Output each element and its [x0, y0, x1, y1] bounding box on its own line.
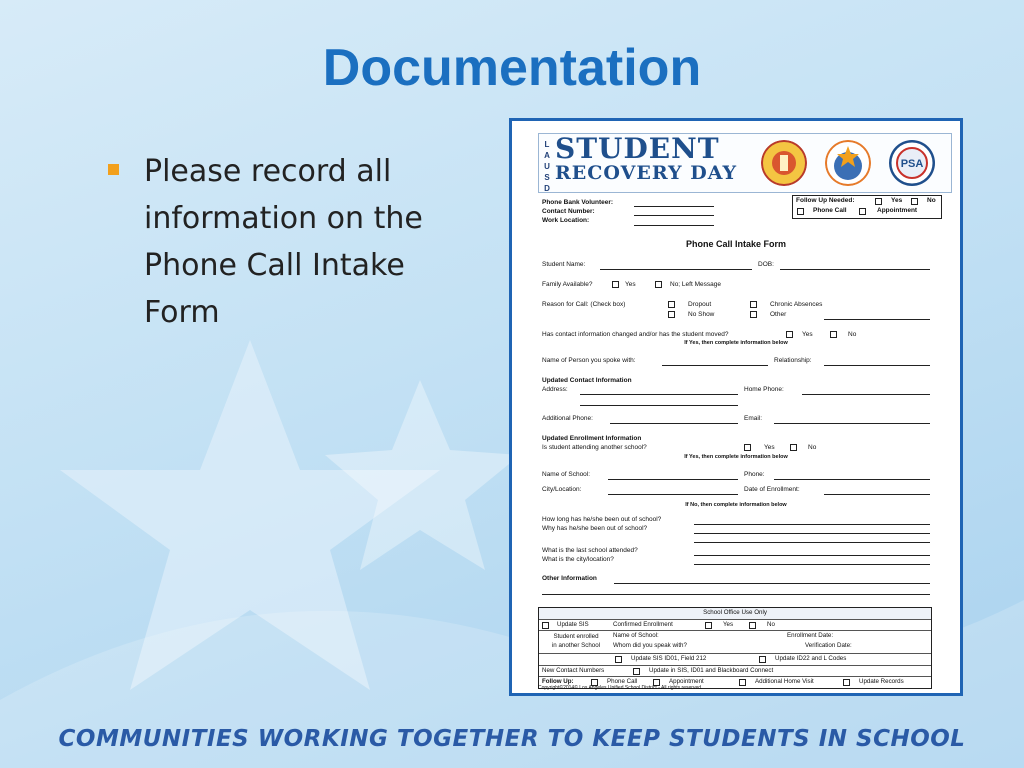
- attending-yes-label: Yes: [764, 444, 775, 451]
- contact-number-line: [634, 215, 714, 216]
- appointment-label: Appointment: [877, 207, 918, 214]
- home-phone-line: [802, 394, 930, 395]
- changed-yes-checkbox: [786, 331, 793, 338]
- dob-label: DOB:: [758, 261, 774, 268]
- office-row-2: [539, 631, 931, 654]
- attending-another-label: Is student attending another school?: [542, 444, 647, 451]
- date-enrollment-line: [824, 494, 930, 495]
- confirmed-no-label: No: [767, 620, 775, 628]
- person-spoke-label: Name of Person you spoke with:: [542, 357, 636, 364]
- no-show-checkbox: [668, 311, 675, 318]
- update-in-sis-label: Update in SIS, ID01 and Blackboard Connect: [649, 666, 774, 674]
- no-left-message-label: No; Left Message: [670, 281, 721, 288]
- update-sis-id01-label: Update SIS ID01, Field 212: [631, 655, 707, 662]
- school-office-table: [538, 607, 932, 689]
- bullet-list: [108, 148, 468, 336]
- office-row-4: [539, 666, 931, 678]
- follow-up-box: [792, 195, 942, 219]
- other-line: [824, 319, 930, 320]
- enrollment-date-label: Enrollment Date:: [787, 632, 834, 639]
- appointment-checkbox: [859, 208, 866, 215]
- how-long-label: How long has he/she been out of school?: [542, 516, 662, 523]
- student-name-label: Student Name:: [542, 261, 586, 268]
- phone-call-label: Phone Call: [813, 207, 847, 214]
- update-sis-id01-checkbox: [615, 656, 622, 663]
- person-spoke-line: [662, 365, 768, 366]
- logo-line1: STUDENT: [555, 132, 720, 165]
- confirmed-enrollment-label: Confirmed Enrollment: [613, 620, 673, 628]
- update-sis-checkbox: [542, 622, 549, 629]
- other-label: Other: [770, 311, 787, 318]
- family-yes-label: Yes: [625, 281, 636, 288]
- bullet-item: Please record all information on the Phone Call Intake Form: [144, 154, 423, 330]
- additional-phone-label: Additional Phone:: [542, 415, 593, 422]
- confirmed-yes-label: Yes: [723, 620, 734, 628]
- work-location-label: Work Location:: [542, 217, 590, 224]
- fu-appointment-label: Appointment: [669, 678, 704, 685]
- student-enrolled-label: [543, 632, 609, 650]
- chronic-label: Chronic Absences: [770, 301, 823, 308]
- confirmed-no-checkbox: [749, 622, 756, 629]
- bullet-square-icon: [108, 164, 119, 175]
- changed-yes-label: Yes: [802, 331, 813, 338]
- no-show-label: No Show: [688, 311, 715, 318]
- other-checkbox: [750, 311, 757, 318]
- lausd-vertical-text: L A U S D: [544, 140, 550, 193]
- why-out-line-2: [694, 542, 930, 543]
- phone-label: Phone:: [744, 471, 765, 478]
- city-location-line: [608, 494, 738, 495]
- phone-line: [774, 479, 930, 480]
- attending-yes-checkbox: [744, 444, 751, 451]
- intake-form-image: [509, 118, 963, 696]
- student-enrolled-line1: Student enrolled: [553, 633, 599, 640]
- name-of-school-label: Name of School:: [613, 632, 659, 639]
- update-in-sis-checkbox: [633, 668, 640, 675]
- work-location-line: [634, 225, 714, 226]
- name-school-line: [608, 479, 738, 480]
- changed-no-checkbox: [830, 331, 837, 338]
- chronic-checkbox: [750, 301, 757, 308]
- other-info-line-1: [614, 583, 930, 584]
- contact-changed-label: Has contact information changed and/or has the student moved?: [542, 331, 729, 338]
- why-out-line: [694, 533, 930, 534]
- changed-no-label: No: [848, 331, 857, 338]
- fu-phone-call-label: Phone Call: [607, 678, 638, 685]
- home-phone-label: Home Phone:: [744, 386, 784, 393]
- phone-call-checkbox: [797, 208, 804, 215]
- verification-date-label: Verification Date:: [805, 642, 852, 649]
- family-no-checkbox: [655, 281, 662, 288]
- confirmed-yes-checkbox: [705, 622, 712, 629]
- if-yes-note-1: If Yes, then complete information below: [684, 340, 788, 346]
- psa-logo-text: PSA: [900, 158, 924, 170]
- psa-logo-icon: [889, 140, 935, 186]
- dropout-checkbox: [668, 301, 675, 308]
- how-long-line: [694, 524, 930, 525]
- update-id22-checkbox: [759, 656, 766, 663]
- student-recovery-day-logo: [555, 132, 738, 185]
- new-contact-label: New Contact Numbers: [542, 666, 605, 674]
- phone-bank-line: [634, 206, 714, 207]
- contact-number-label: Contact Number:: [542, 208, 595, 215]
- update-id22-label: Update ID22 and L Codes: [775, 655, 847, 662]
- attending-no-checkbox: [790, 444, 797, 451]
- follow-up-needed-label: Follow Up Needed:: [796, 197, 855, 204]
- followup-no-label: No: [927, 197, 936, 204]
- email-line: [774, 423, 930, 424]
- reason-label: Reason for Call: (Check box): [542, 301, 626, 308]
- if-yes-note-2: If Yes, then complete information below: [684, 454, 788, 460]
- copyright-text: Copyright©2014© Los Angeles Unified School District - All rights reserved.: [538, 685, 703, 691]
- email-label: Email:: [744, 415, 763, 422]
- relationship-line: [824, 365, 930, 366]
- name-school-label: Name of School:: [542, 471, 591, 478]
- relationship-label: Relationship:: [774, 357, 812, 364]
- address-line-2: [580, 405, 738, 406]
- office-row-1: [539, 620, 931, 632]
- office-row-3: [539, 654, 931, 666]
- updated-enrollment-heading: Updated Enrollment Information: [542, 435, 642, 442]
- followup-no-checkbox: [911, 198, 918, 205]
- last-school-line: [694, 555, 930, 556]
- dob-line: [780, 269, 930, 270]
- slide-title: Documentation: [322, 39, 702, 97]
- recovery-day-emblem-icon: [825, 140, 871, 186]
- if-no-note: If No, then complete information below: [685, 502, 787, 508]
- office-title: School Office Use Only: [703, 609, 767, 616]
- address-line-1: [580, 394, 738, 395]
- phone-bank-label: Phone Bank Volunteer:: [542, 199, 614, 206]
- update-records-label: Update Records: [859, 678, 904, 685]
- why-out-label: Why has he/she been out of school?: [542, 525, 648, 532]
- updated-contact-heading: Updated Contact Information: [542, 377, 632, 384]
- city-loc-line: [694, 564, 930, 565]
- footer-slogan: COMMUNITIES WORKING TOGETHER TO KEEP STUDENTS IN SCHOOL: [58, 726, 966, 752]
- student-enrolled-line2: in another School: [551, 642, 601, 649]
- follow-up-label: Follow Up:: [542, 678, 574, 685]
- family-yes-checkbox: [612, 281, 619, 288]
- update-records-checkbox: [843, 679, 850, 686]
- dropout-label: Dropout: [688, 301, 712, 308]
- update-sis-label: Update SIS: [557, 620, 589, 628]
- family-available-label: Family Available?: [542, 281, 593, 288]
- other-info-label: Other Information: [542, 575, 597, 582]
- address-label: Address:: [542, 386, 568, 393]
- other-info-line-2: [542, 594, 930, 595]
- followup-yes-checkbox: [875, 198, 882, 205]
- student-name-line: [600, 269, 752, 270]
- whom-label: Whom did you speak with?: [613, 642, 687, 649]
- last-school-label: What is the last school attended?: [542, 547, 638, 554]
- city-location-label: City/Location:: [542, 486, 582, 493]
- date-enrollment-label: Date of Enrollment:: [744, 486, 800, 493]
- office-title-row: [539, 608, 931, 620]
- city-loc-q-label: What is the city/location?: [542, 556, 614, 563]
- form-heading: Phone Call Intake Form: [685, 239, 787, 249]
- home-visit-checkbox: [739, 679, 746, 686]
- attending-no-label: No: [808, 444, 817, 451]
- home-visit-label: Additional Home Visit: [755, 678, 814, 685]
- additional-phone-line: [610, 423, 738, 424]
- district-seal-icon: [761, 140, 807, 186]
- form-header-banner: [538, 133, 952, 193]
- followup-yes-label: Yes: [891, 197, 903, 204]
- logo-line2: RECOVERY DAY: [555, 162, 738, 184]
